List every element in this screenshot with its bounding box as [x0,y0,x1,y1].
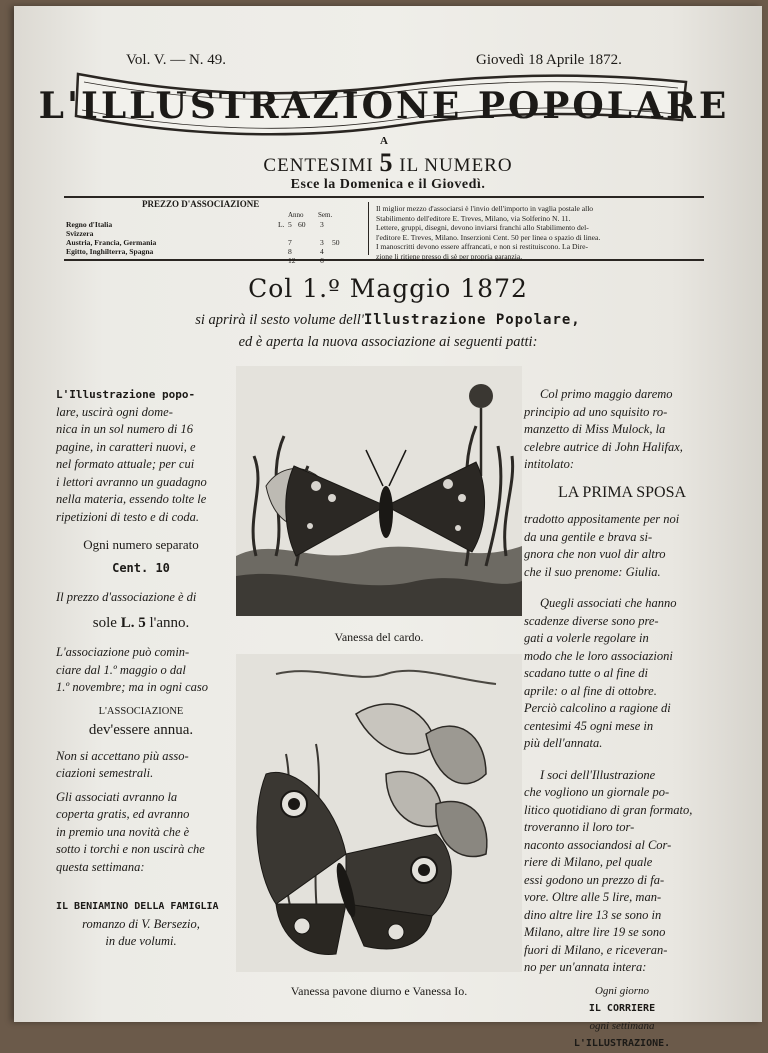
volume-number: Vol. V. — N. 49. [126,52,227,68]
text-line: troveranno il loro tor- [524,820,635,834]
box-divider [368,202,369,255]
text-line: Col primo maggio daremo [540,387,673,401]
l-illustrazione: L'ILLUSTRAZIONE. [573,1038,671,1049]
subscription-table [66,210,366,265]
right-column [524,386,720,1053]
region: Svizzera [66,229,94,238]
text-line: manzetto di Miss Mulock, la [524,422,666,436]
text-line: che vogliono un giornale po- [524,785,670,799]
text-line: aprile: o al fine di ottobre. [524,683,657,698]
associazione-caps: L'ASSOCIAZIONE [98,705,184,717]
price-number: 5 [379,148,394,177]
price-line [14,148,762,178]
box-top-rule [64,196,704,198]
subscription-row [66,247,366,256]
anno-label: l'anno. [149,614,190,631]
text-line: riere di Milano, pel quale [524,855,653,869]
text-line: centesimi 45 ogni mese in [524,718,654,733]
cent-price: Cent. 10 [112,560,170,575]
text-line: da una gentile e brava si- [524,529,653,544]
sem-cents: 50 [332,238,340,247]
publication-days: Esce la Domenica e il Giovedì. [290,177,486,192]
region: Austria, Francia, Germania [66,238,157,247]
annual-price: L. 5 [120,614,146,631]
anno-price: 7 [288,238,292,247]
subscription-row [66,220,366,229]
text-line: intitolato: [524,457,574,471]
masthead-a-mark: A [380,135,388,147]
caption-top: Vanessa del cardo. [334,630,424,644]
text-line: dino altre lire 13 se sono in [524,907,662,922]
col-anno-label: Anno [288,211,304,219]
text-line: i lettori avranno un guadagno [56,474,207,489]
text-line: Gli associati avranno la [56,789,178,804]
text-line: nel formato attuale; per cui [56,457,195,471]
col-sem-label: Sem. [318,211,333,219]
novel-volumes: in due volumi. [105,934,177,948]
text-line: Perciò calcolino a ragione di [524,701,671,715]
region: Egitto, Inghilterra, Spagna [66,247,154,256]
caption-bottom: Vanessa pavone diurno e Vanessa Io. [290,984,468,998]
subscription-row [66,238,366,247]
note-line: Stabilimento dell'editore E. Treves, Milano, via Solferino N. 11. [376,213,571,223]
sole-label: sole [92,614,117,631]
intro-line-2: ed è aperta la nuova associazione ai seguenti patti: [238,334,538,350]
note-line: Il miglior mezzo d'associarsi è l'invio dell'importo in vaglia postale allo [376,204,594,213]
centesimi-label: CENTESIMI [263,155,374,176]
region: Regno d'Italia [66,220,113,229]
text-line: in premio una novità che è [56,824,190,839]
note-line: zione li ritiene presso di sè per propria garanzia. [376,251,523,261]
text-line: coperta gratis, ed avranno [56,807,190,821]
subscription-row [66,229,366,238]
text-line: ripetizioni di testo e di coda. [56,509,200,524]
text-line: L'associazione può comin- [56,645,190,659]
text-line: pagine, in caratteri nuovi, e [56,439,196,454]
anno-price: 12 [288,256,296,265]
text-line: ciazioni semestrali. [56,766,154,780]
sem-price: 6 [320,256,324,265]
novel-title: IL BENIAMINO DELLA FAMIGLIA [56,901,219,912]
novel-la-prima-sposa: LA PRIMA SPOSA [557,483,687,501]
engraving-thistle-butterfly [236,366,522,616]
text-line: scadano tutte o al fine di [524,666,648,680]
currency: L. [278,220,285,229]
intro-text: si aprirà il sesto volume dell' [195,312,364,328]
text-line: scadenze diverse sono pre- [524,613,659,628]
dev-essere-annua: dev'essere annua. [88,722,194,738]
journal-name: L'Illustrazione popo- [56,388,196,401]
sem-price: 3 [320,238,324,247]
separate-issue: Ogni numero separato [83,537,199,552]
anno-cents: 60 [298,220,306,229]
newspaper-page [14,6,762,1049]
text-line: naconto associandosi al Cor- [524,837,672,852]
il-numero-label: IL NUMERO [399,155,513,176]
text-line: vore. Oltre alle 5 lire, man- [524,890,662,904]
subscription-notes [376,204,702,261]
subscription-heading: PREZZO D'ASSOCIAZIONE [142,199,260,209]
text-line: gnora che non vuol dir altro [524,547,666,561]
intro-journal-name: Illustrazione Popolare, [363,312,581,328]
ogni-settimana: ogni settimana [589,1019,655,1032]
text-line: tradotto appositamente per noi [524,512,680,526]
note-line: l'editore E. Treves, Milano. Inserzioni Cent. 50 per linea o spazio di linea. [376,232,601,242]
text-line: I soci dell'Illustrazione [540,767,656,782]
text-line: modo che le loro associazioni [524,648,673,663]
text-line: 1.º novembre; ma in ogni caso [56,680,208,694]
text-line: più dell'annata. [524,736,603,750]
text-line: che il suo prenome: Giulia. [524,564,661,579]
subscription-rows [66,220,366,265]
text-line: questa settimana: [56,859,145,874]
price-line-text: Il prezzo d'associazione è di [56,590,197,604]
ogni-giorno: Ogni giorno [594,984,650,997]
text-line: principio ad uno squisito ro- [524,404,668,419]
anno-price: 5 [288,220,292,229]
text-line: essi godono un prezzo di fa- [524,872,665,887]
text-line: Quegli associati che hanno [540,596,677,610]
novel-author: romanzo di V. Bersezio, [82,916,200,931]
text-line: Non si accettano più asso- [56,748,189,763]
note-line: I manoscritti devono essere affrancati, e non si restituiscono. La Dire- [376,242,588,251]
intro-line-1 [14,312,762,329]
text-line: no per un'annata intera: [524,960,647,974]
sem-price: 3 [320,220,324,229]
engraving-peacock-butterfly [236,654,522,972]
text-line: lare, uscirà ogni dome- [56,404,173,419]
text-line: gati a volerle regolare in [524,631,649,645]
text-line: celebre autrice di John Halifax, [524,439,683,454]
text-line: sotto i torchi e non uscirà che [56,842,205,856]
note-line: Lettere, gruppi, disegni, devono inviarsi franchi allo Stabilimento del- [376,223,589,232]
text-line: nella materia, essendo tolte le [56,492,207,506]
masthead-title: L'ILLUSTRAZIONE POPOLARE [38,85,730,127]
subscription-row [66,256,366,265]
masthead-banner [38,68,730,158]
text-line: fuori di Milano, e riceveran- [524,942,668,957]
text-line: litico quotidiano di gran formato, [524,802,693,817]
left-column [56,386,226,951]
text-line: ciare dal 1.º maggio o dal [56,662,186,677]
announcement-title: Col 1.º Maggio 1872 [248,274,528,303]
anno-price: 8 [288,247,292,256]
sem-price: 4 [320,247,324,256]
il-corriere: IL CORRIERE [588,1003,656,1014]
text-line: nica in un sol numero di 16 [56,422,194,436]
issue-date: Giovedì 18 Aprile 1872. [476,52,622,68]
text-line: Milano, altre lire 19 se sono [524,925,666,939]
